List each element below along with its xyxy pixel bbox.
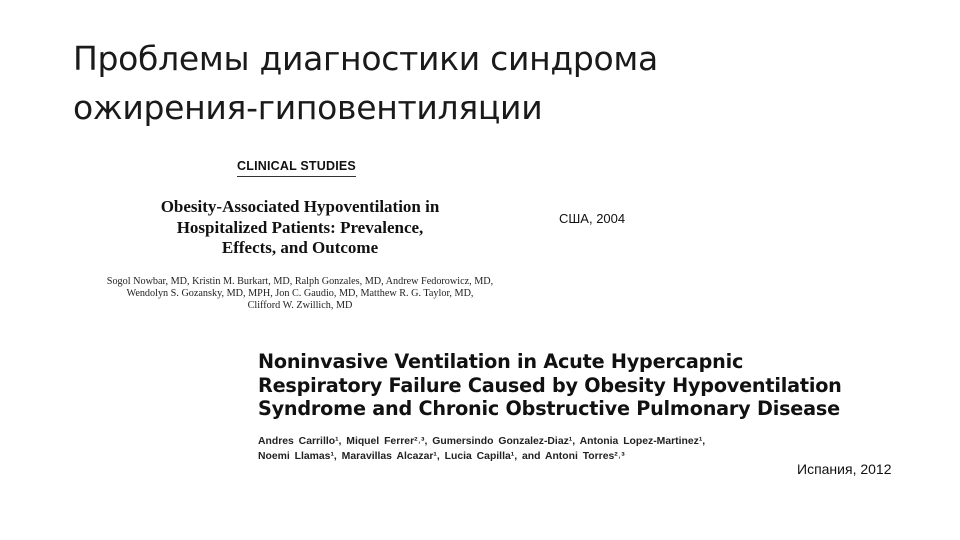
publication-1-authors [80, 276, 520, 312]
publication-2-authors-line-2: Noemi Llamas¹, Maravillas Alcazar¹, Lucia Capilla¹, and Antoni Torres²˒³ [258, 451, 625, 462]
publication-1-country-year: США, 2004 [559, 211, 626, 226]
slide-title-line-1: Проблемы диагностики синдрома [73, 39, 658, 78]
publication-2-title-line-3: Syndrome and Chronic Obstructive Pulmonary Disease [258, 397, 840, 420]
slide-title [73, 34, 793, 132]
publication-1-authors-line-1: Sogol Nowbar, MD, Kristin M. Burkart, MD, Ralph Gonzales, MD, Andrew Fedorowicz, MD, [106, 276, 494, 287]
publication-2-title [258, 350, 918, 421]
publication-1-title-line-2: Hospitalized Patients: Prevalence, [176, 217, 424, 237]
publication-2-title-line-2: Respiratory Failure Caused by Obesity Hypoventilation [258, 373, 842, 397]
publication-1-authors-line-2: Wendolyn S. Gozansky, MD, MPH, Jon C. Gaudio, MD, Matthew R. G. Taylor, MD, [126, 288, 474, 299]
section-label: CLINICAL STUDIES [237, 159, 356, 177]
publication-1-title [110, 197, 490, 259]
slide-title-line-2: ожирения-гиповентиляции [73, 88, 543, 127]
publication-2-country-year: Испания, 2012 [797, 461, 892, 477]
publication-2-title-line-1: Noninvasive Ventilation in Acute Hypercapnic [258, 350, 744, 373]
publication-1-title-line-3: Effects, and Outcome [221, 238, 379, 257]
publication-2-authors-line-1: Andres Carrillo¹, Miquel Ferrer²˒³, Gumersindo Gonzalez-Diaz¹, Antonia Lopez-Martinez¹, [258, 436, 706, 447]
publication-1-authors-line-3: Clifford W. Zwillich, MD [247, 300, 353, 311]
publication-1-title-line-1: Obesity-Associated Hypoventilation in [160, 197, 440, 216]
publication-2-authors [258, 434, 818, 464]
